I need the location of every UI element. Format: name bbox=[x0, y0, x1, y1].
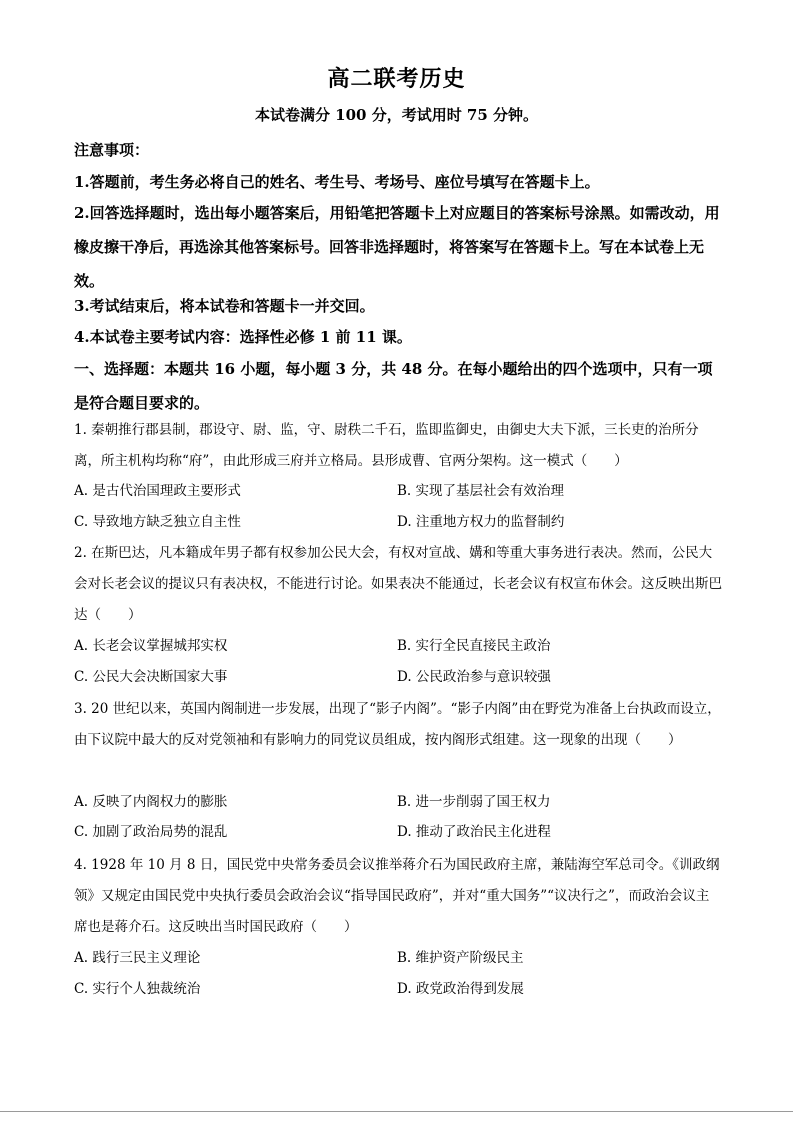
question-4-option-c[interactable]: C. 实行个人独裁统治 bbox=[74, 981, 201, 997]
notice-item-4: 4.本试卷主要考试内容：选择性必修 1 前 11 课。 bbox=[74, 328, 412, 346]
question-3-option-b[interactable]: B. 进一步削弱了国王权力 bbox=[397, 794, 551, 810]
question-1-option-c[interactable]: C. 导致地方缺乏独立自主性 bbox=[74, 514, 241, 530]
question-2-stem: 2. 在斯巴达，凡本籍成年男子都有权参加公民大会，有权对宣战、媾和等重大事务进行表决。然而，公民大会对长老会议的提议只有表决权，不能进行讨论。如果表决不能通过，长老会议有权宣布休会。这反映出斯巴达（ ） bbox=[74, 545, 722, 623]
question-3-option-d[interactable]: D. 推动了政治民主化进程 bbox=[397, 824, 551, 840]
page-subtitle: 本试卷满分 100 分，考试用时 75 分钟。 bbox=[254, 106, 539, 124]
page-title: 高二联考历史 bbox=[327, 66, 466, 92]
notice-item-2: 2.回答选择题时，选出每小题答案后，用铅笔把答题卡上对应题目的答案标号涂黑。如需改动，用橡皮擦干净后，再选涂其他答案标号。回答非选择题时，将答案写在答题卡上。写在本试卷上无效。 bbox=[74, 204, 720, 290]
notice-heading: 注意事项： bbox=[74, 141, 150, 159]
question-2-option-a[interactable]: A. 长老会议掌握城邦实权 bbox=[74, 638, 228, 654]
question-1-stem: 1. 秦朝推行郡县制，郡设守、尉、监，守、尉秩二千石，监即监御史，由御史大夫下派，三长吏的治所分离，所主机构均称“府”，由此形成三府并立格局。县形成曹、官两分架构。这一模式（ ） bbox=[74, 422, 699, 469]
question-3-stem: 3. 20 世纪以来，英国内阁制进一步发展，出现了“影子内阁”。“影子内阁”由在野党为准备上台执政而设立，由下议院中最大的反对党领袖和有影响力的同党议员组成，按内阁形式组建。这一现象的出现（ ） bbox=[74, 701, 721, 748]
section-heading: 一、选择题：本题共 16 小题，每小题 3 分，共 48 分。在每小题给出的四个选项中，只有一项是符合题目要求的。 bbox=[74, 360, 713, 412]
question-4-option-a[interactable]: A. 践行三民主义理论 bbox=[74, 950, 201, 966]
question-4-option-d[interactable]: D. 政党政治得到发展 bbox=[397, 981, 524, 997]
question-1-option-d[interactable]: D. 注重地方权力的监督制约 bbox=[397, 514, 565, 530]
question-1-option-a[interactable]: A. 是古代治国理政主要形式 bbox=[74, 483, 241, 499]
question-2-option-b[interactable]: B. 实行全民直接民主政治 bbox=[397, 638, 551, 654]
question-3-option-c[interactable]: C. 加剧了政治局势的混乱 bbox=[74, 824, 228, 840]
question-2-option-d[interactable]: D. 公民政治参与意识较强 bbox=[397, 669, 551, 685]
question-3-option-a[interactable]: A. 反映了内阁权力的膨胀 bbox=[74, 794, 228, 810]
notice-item-1: 1.答题前，考生务必将自己的姓名、考生号、考场号、座位号填写在答题卡上。 bbox=[74, 173, 600, 191]
page-bottom-rule bbox=[0, 1111, 793, 1112]
question-4-stem: 4. 1928 年 10 月 8 日，国民党中央常务委员会议推举蒋介石为国民政府主席，兼陆海空军总司令。《训政纲领》又规定由国民党中央执行委员会政治会议“指导国民政府”，并对“重大国务”“议决行之”，而政治会议主席也是蒋介石。这反映出当时国民政府（ ） bbox=[74, 857, 720, 935]
question-1-option-b[interactable]: B. 实现了基层社会有效治理 bbox=[397, 483, 565, 499]
question-4-option-b[interactable]: B. 维护资产阶级民主 bbox=[397, 950, 524, 966]
question-2-option-c[interactable]: C. 公民大会决断国家大事 bbox=[74, 669, 228, 685]
notice-item-3: 3.考试结束后，将本试卷和答题卡一并交回。 bbox=[74, 297, 375, 315]
